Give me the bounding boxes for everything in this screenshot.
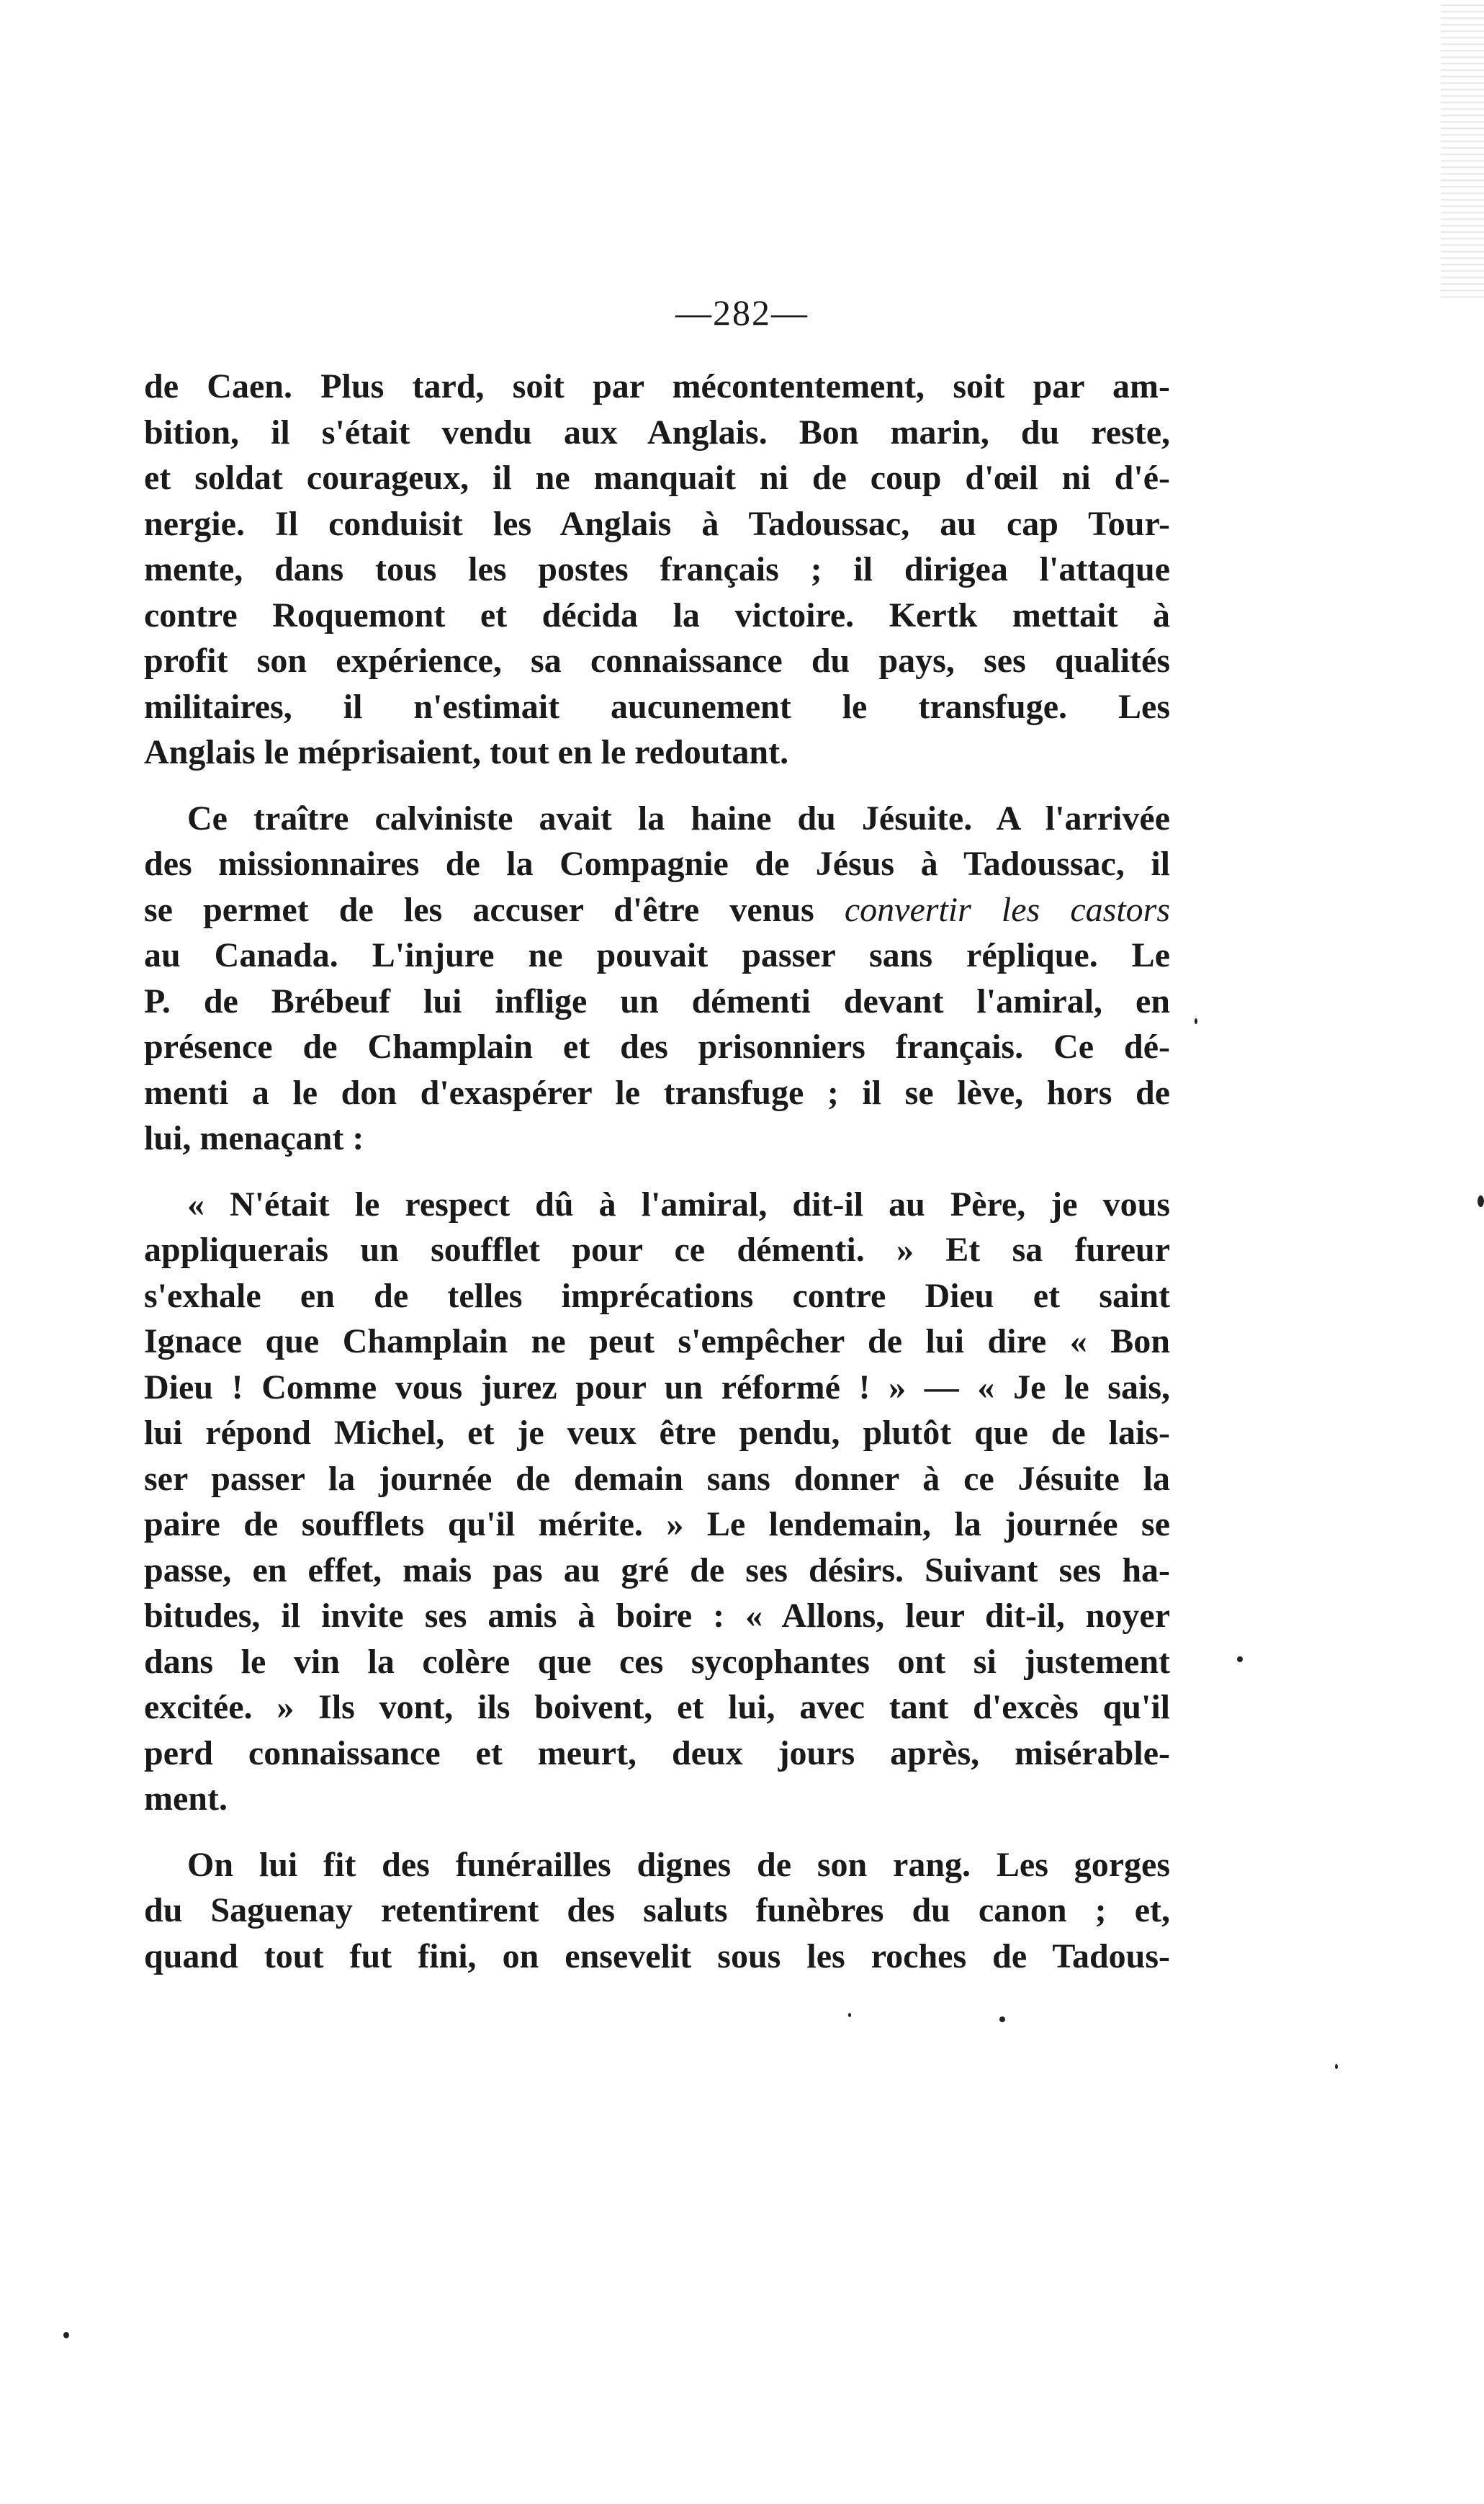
text-line: « N'était le respect dû à l'amiral, dit-il au Père, je vous: [187, 1185, 1170, 1224]
scan-speck: [1478, 1195, 1484, 1207]
text-line: s'exhale en de telles imprécations contre Dieu et saint: [144, 1276, 1170, 1315]
paragraph-3: [144, 1182, 1170, 1822]
text-line: Anglais le méprisaient, tout en le redoutant.: [144, 733, 789, 771]
body-text: [144, 364, 1170, 1979]
scan-speck: [848, 2013, 851, 2017]
text-line: de Caen. Plus tard, soit par mécontentement, soit par am-: [144, 367, 1170, 405]
text-line: Ignace que Champlain ne peut s'empêcher de lui dire « Bon: [144, 1322, 1170, 1360]
scan-edge-noise: [1441, 0, 1484, 302]
text-line: ser passer la journée de demain sans donner à ce Jésuite la: [144, 1459, 1170, 1498]
text-line: menti a le don d'exaspérer le transfuge ; il se lève, hors de: [144, 1073, 1170, 1112]
text-fragment: se permet de les accuser d'être venus: [144, 890, 814, 929]
scan-speck: [999, 2016, 1005, 2022]
text-line: paire de soufflets qu'il mérite. » Le lendemain, la journée se: [144, 1505, 1170, 1543]
paragraph-1: [144, 364, 1170, 776]
text-line: au Canada. L'injure ne pouvait passer sans réplique. Le: [144, 936, 1170, 974]
text-line: Dieu ! Comme vous jurez pour un réformé ! » — « Je le sais,: [144, 1368, 1170, 1406]
text-line: profit son expérience, sa connaissance du pays, ses qualités: [144, 642, 1170, 680]
text-line: ment.: [144, 1780, 228, 1818]
text-line: contre Roquemont et décida la victoire. Kertk mettait à: [144, 596, 1170, 634]
text-line: Ce traître calviniste avait la haine du Jésuite. A l'arrivée: [187, 799, 1170, 838]
text-line: dans le vin la colère que ces sycophantes ont si justement: [144, 1642, 1170, 1681]
text-line: perd connaissance et meurt, deux jours après, misérable-: [144, 1733, 1170, 1772]
text-line: nergie. Il conduisit les Anglais à Tadoussac, au cap Tour-: [144, 504, 1170, 543]
text-line: militaires, il n'estimait aucunement le transfuge. Les: [144, 687, 1170, 726]
text-line: quand tout fut fini, on ensevelit sous les roches de Tadous-: [144, 1937, 1170, 1975]
scan-speck: [1237, 1656, 1243, 1662]
text-line: présence de Champlain et des prisonniers français. Ce dé-: [144, 1028, 1170, 1066]
paragraph-2: [144, 796, 1170, 1162]
page-number: —282—: [675, 292, 809, 333]
text-line: lui répond Michel, et je veux être pendu, plutôt que de lais-: [144, 1414, 1170, 1452]
text-line: et soldat courageux, il ne manquait ni de coup d'œil ni d'é-: [144, 459, 1170, 497]
text-line: P. de Brébeuf lui inflige un démenti devant l'amiral, en: [144, 982, 1170, 1020]
scan-speck: [1335, 2064, 1338, 2069]
text-line-with-italic: [144, 887, 1170, 933]
text-line: lui, menaçant :: [144, 1119, 364, 1157]
paragraph-4: [144, 1842, 1170, 1980]
text-line: On lui fit des funérailles dignes de son rang. Les gorges: [187, 1845, 1170, 1884]
italic-phrase: convertir les castors: [844, 890, 1171, 929]
text-line: appliquerais un soufflet pour ce démenti. » Et sa fureur: [144, 1231, 1170, 1269]
text-line: bitudes, il invite ses amis à boire : « Allons, leur dit-il, noyer: [144, 1597, 1170, 1635]
text-line: du Saguenay retentirent des saluts funèbres du canon ; et,: [144, 1891, 1170, 1929]
scan-speck: [63, 2332, 69, 2338]
scan-speck: [1195, 1018, 1197, 1024]
text-line: bition, il s'était vendu aux Anglais. Bon marin, du reste,: [144, 413, 1170, 452]
text-line: des missionnaires de la Compagnie de Jésus à Tadoussac, il: [144, 845, 1170, 883]
text-line: passe, en effet, mais pas au gré de ses désirs. Suivant ses ha-: [144, 1551, 1170, 1589]
text-line: mente, dans tous les postes français ; il dirigea l'attaque: [144, 550, 1170, 588]
text-line: excitée. » Ils vont, ils boivent, et lui, avec tant d'excès qu'il: [144, 1688, 1170, 1726]
